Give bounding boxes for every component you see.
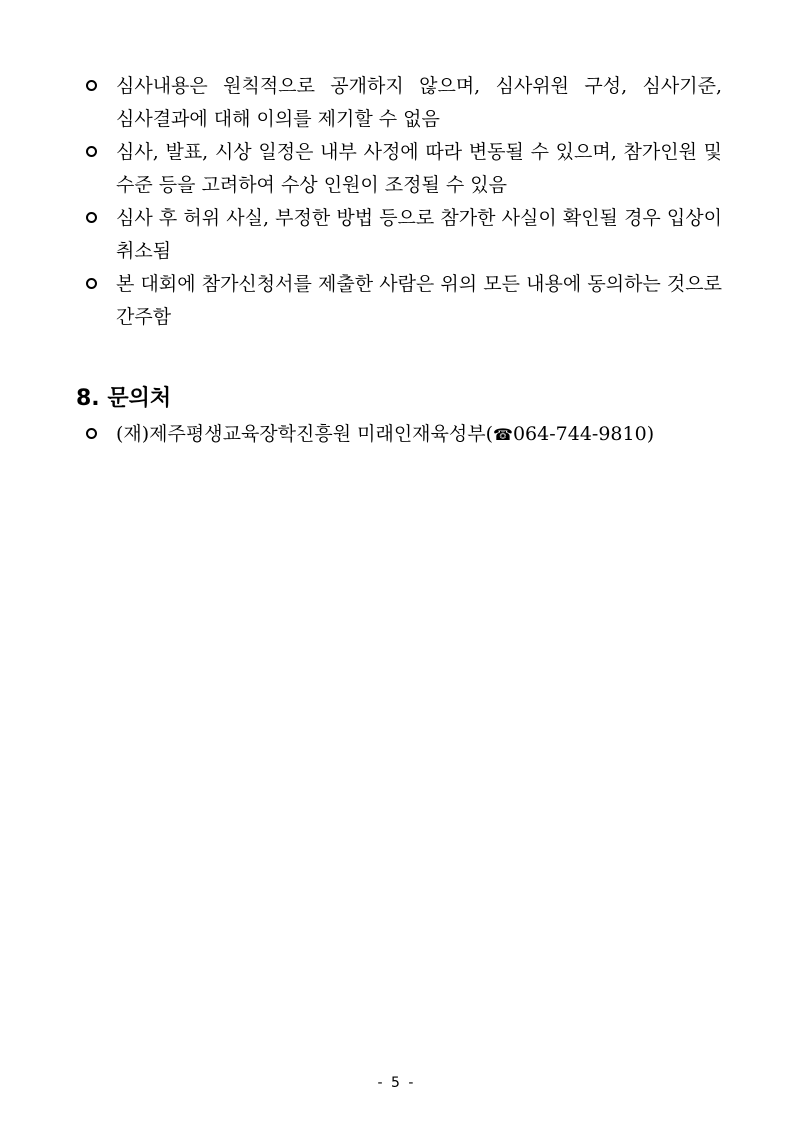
circle-bullet-icon xyxy=(86,80,97,91)
contact-item xyxy=(82,418,722,451)
notice-text: 본 대회에 참가신청서를 제출한 사람은 위의 모든 내용에 동의하는 것으로 간주함 xyxy=(116,273,722,328)
section-spacer xyxy=(82,334,722,384)
contact-closing: ) xyxy=(646,423,655,445)
contact-organization: (재)제주평생교육장학진흥원 미래인재육성부( xyxy=(116,423,494,445)
notice-item xyxy=(82,202,722,268)
telephone-icon: ☎ xyxy=(493,425,513,444)
notice-text: 심사내용은 원칙적으로 공개하지 않으며, 심사위원 구성, 심사기준, 심사결과에 대해 이의를 제기할 수 없음 xyxy=(116,75,722,130)
notice-item xyxy=(82,136,722,202)
notice-text: 심사, 발표, 시상 일정은 내부 사정에 따라 변동될 수 있으며, 참가인원 및 수준 등을 고려하여 수상 인원이 조정될 수 있음 xyxy=(116,141,722,196)
page-content xyxy=(76,70,722,451)
contact-text xyxy=(116,418,722,451)
notice-item xyxy=(82,268,722,334)
notice-item xyxy=(82,70,722,136)
circle-bullet-icon xyxy=(86,146,97,157)
circle-bullet-icon xyxy=(86,428,97,439)
contact-phone: 064-744-9810 xyxy=(512,423,647,445)
page-number: - 5 - xyxy=(377,1075,416,1091)
notice-text: 심사 후 허위 사실, 부정한 방법 등으로 참가한 사실이 확인될 경우 입상이 취소됨 xyxy=(116,207,722,262)
circle-bullet-icon xyxy=(86,278,97,289)
section-heading: 8. 문의처 xyxy=(76,386,172,411)
circle-bullet-icon xyxy=(86,212,97,223)
